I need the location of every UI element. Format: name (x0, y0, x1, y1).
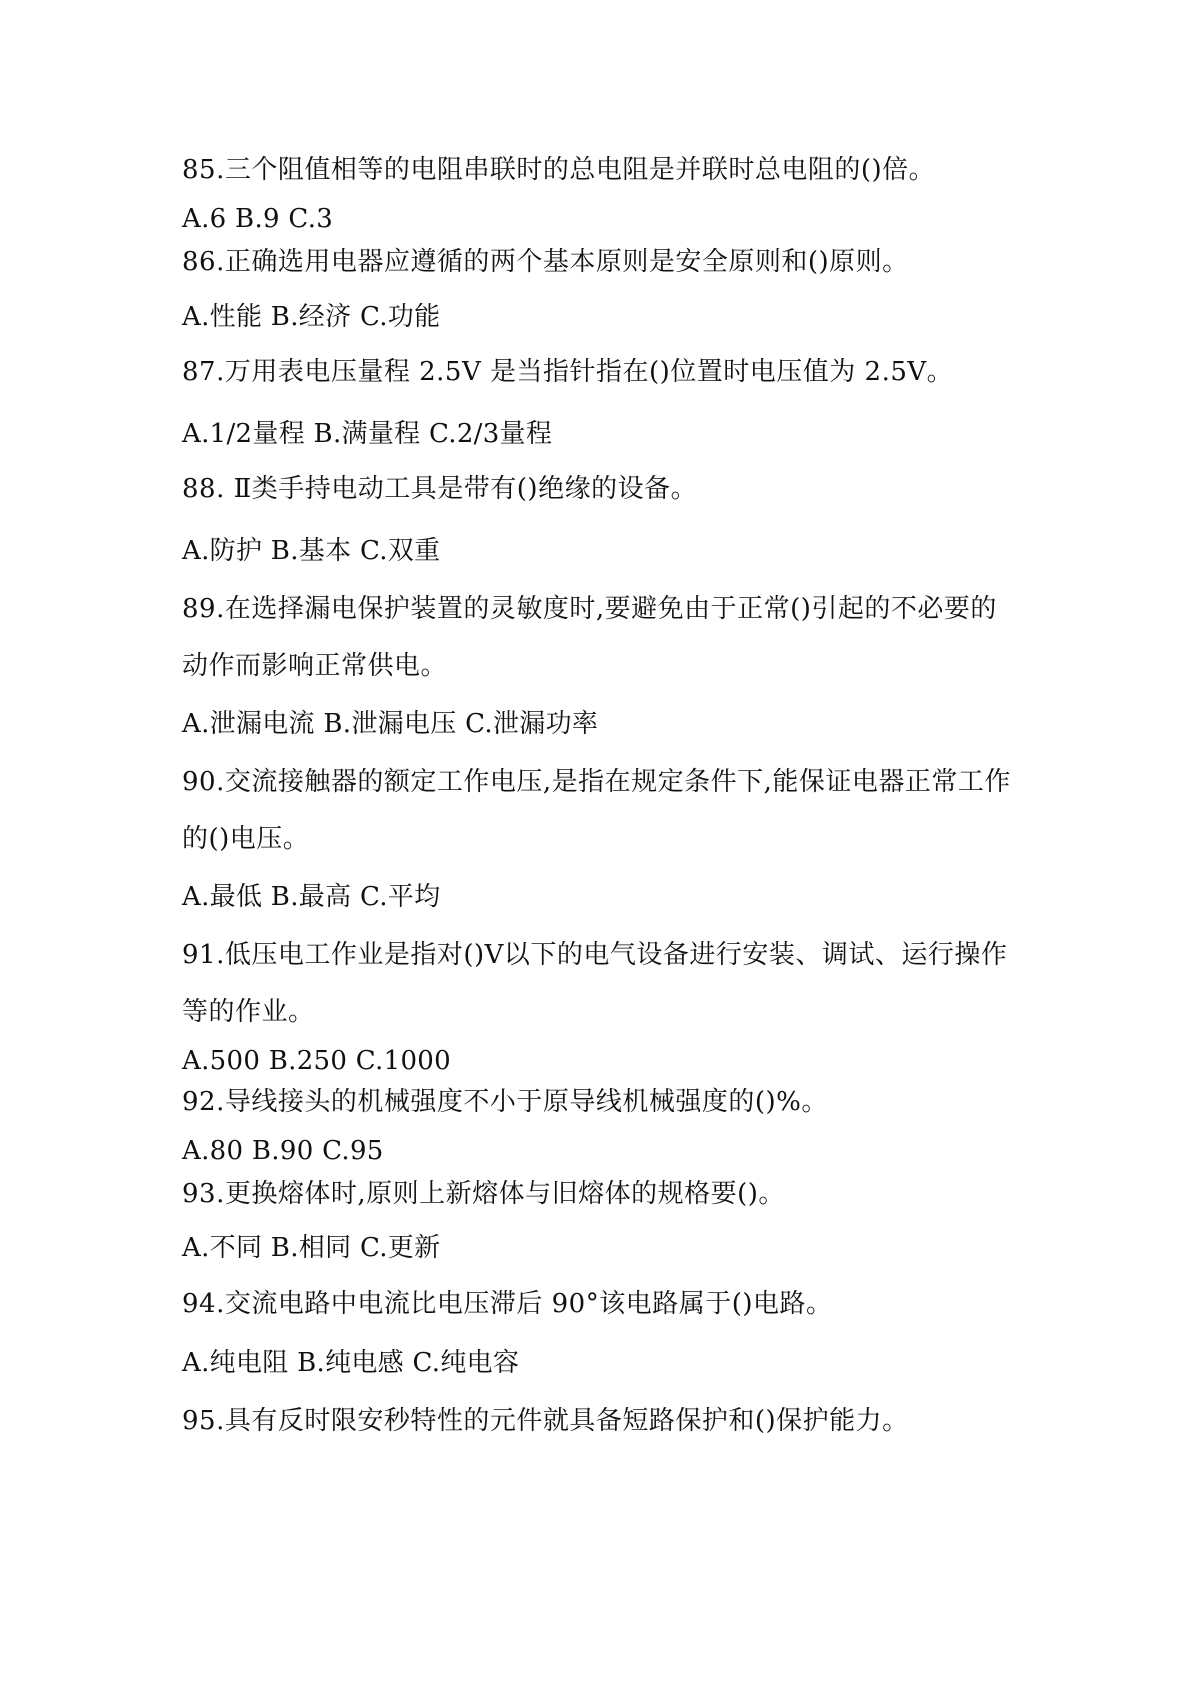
question-90-options: A.最低 B.最高 C.平均 (182, 882, 441, 912)
question-89-text-1: 89.在选择漏电保护装置的灵敏度时,要避免由于正常()引起的不必要的 (182, 594, 997, 624)
question-88-text: 88. Ⅱ类手持电动工具是带有()绝缘的设备。 (182, 474, 698, 504)
question-90-text-1: 90.交流接触器的额定工作电压,是指在规定条件下,能保证电器正常工作 (182, 767, 1011, 797)
question-90-text-2: 的()电压。 (182, 824, 310, 854)
question-91-text-2: 等的作业。 (182, 997, 315, 1027)
question-93-text: 93.更换熔体时,原则上新熔体与旧熔体的规格要()。 (182, 1179, 785, 1209)
question-85-text: 85.三个阻值相等的电阻串联时的总电阻是并联时总电阻的()倍。 (182, 155, 936, 185)
question-89-text-2: 动作而影响正常供电。 (182, 651, 448, 681)
question-92-options: A.80 B.90 C.95 (182, 1136, 384, 1166)
question-95-text: 95.具有反时限安秒特性的元件就具备短路保护和()保护能力。 (182, 1406, 909, 1436)
question-92-text: 92.导线接头的机械强度不小于原导线机械强度的()%。 (182, 1087, 828, 1117)
question-89-options: A.泄漏电流 B.泄漏电压 C.泄漏功率 (182, 709, 599, 739)
question-88-options: A.防护 B.基本 C.双重 (182, 536, 441, 566)
question-87-text: 87.万用表电压量程 2.5V 是当指针指在()位置时电压值为 2.5V。 (182, 357, 954, 387)
question-94-text: 94.交流电路中电流比电压滞后 90°该电路属于()电路。 (182, 1289, 833, 1319)
question-85-options: A.6 B.9 C.3 (182, 204, 334, 234)
question-87-options: A.1/2量程 B.满量程 C.2/3量程 (182, 419, 553, 449)
question-86-options: A.性能 B.经济 C.功能 (182, 302, 441, 332)
question-94-options: A.纯电阻 B.纯电感 C.纯电容 (182, 1348, 520, 1378)
question-91-options: A.500 B.250 C.1000 (182, 1046, 451, 1076)
question-86-text: 86.正确选用电器应遵循的两个基本原则是安全原则和()原则。 (182, 247, 909, 277)
question-93-options: A.不同 B.相同 C.更新 (182, 1233, 441, 1263)
question-91-text-1: 91.低压电工作业是指对()V以下的电气设备进行安装、调试、运行操作 (182, 940, 1008, 970)
